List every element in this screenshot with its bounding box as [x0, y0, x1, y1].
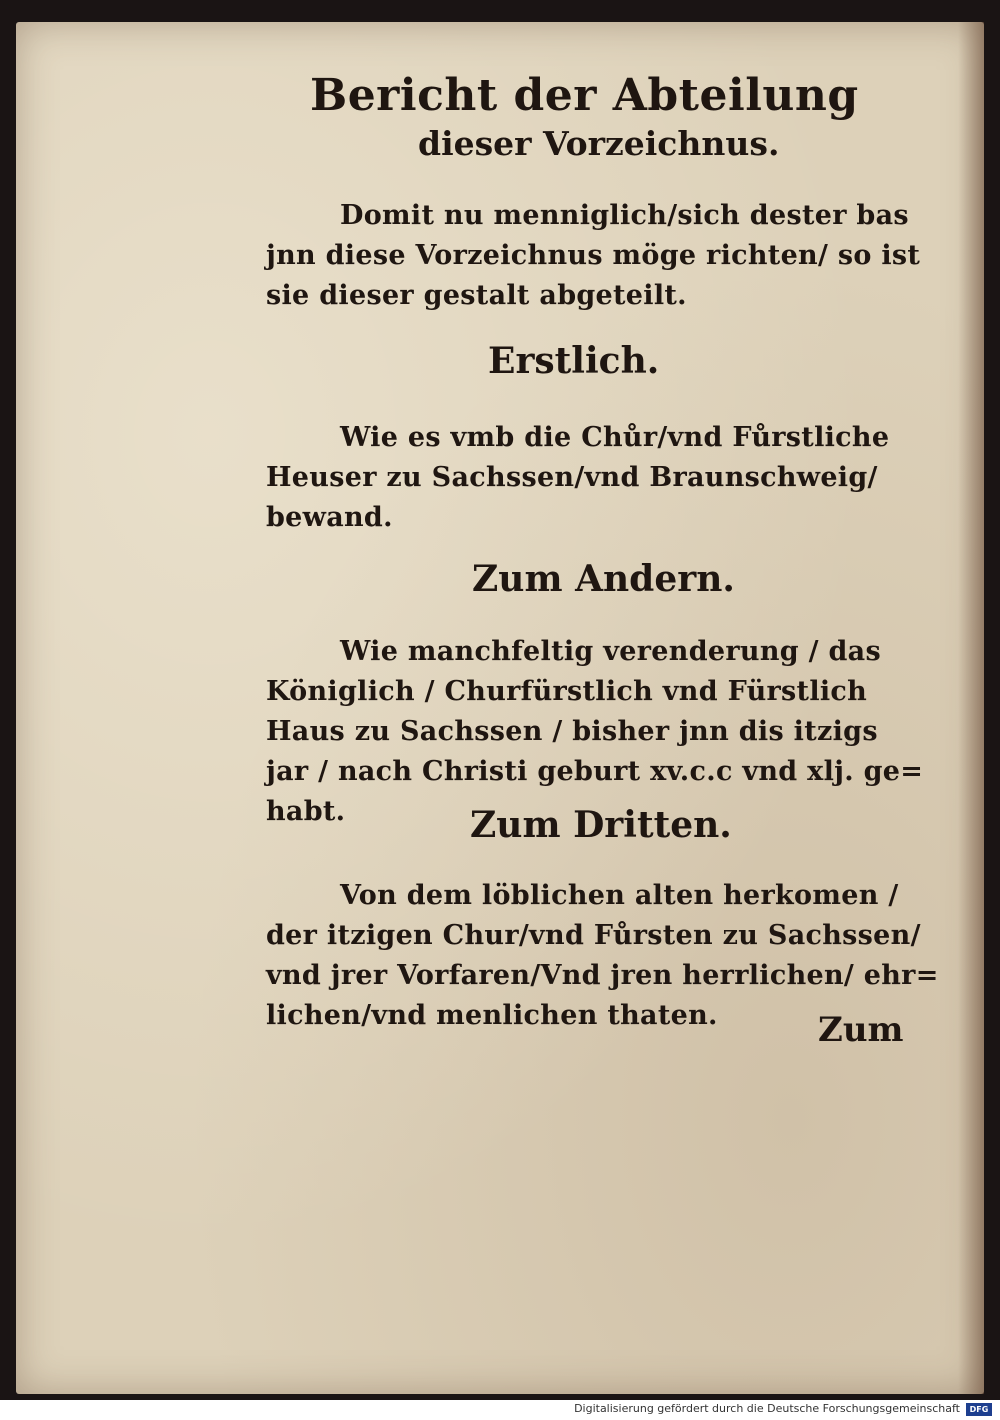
section-line: vnd jrer Vorfaren/Vnd jren herrlichen/ ehr=	[266, 960, 939, 991]
page-heading-line-1: Bericht der Abteilung	[310, 70, 859, 121]
section-line: Wie manchfeltig verenderung / das	[340, 636, 881, 667]
section-heading-third: Zum Dritten.	[470, 804, 732, 846]
section-line: jar / nach Christi geburt xv.c.c vnd xlj. ge=	[266, 756, 924, 787]
section-line: Von dem löblichen alten herkomen /	[340, 880, 899, 911]
footer-bar	[0, 1400, 1000, 1420]
catchword: Zum	[818, 1010, 904, 1050]
section-line: Wie es vmb die Chůr/vnd Fůrstliche	[340, 422, 890, 453]
intro-paragraph	[266, 196, 920, 316]
section-line: lichen/vnd menlichen thaten.	[266, 1000, 718, 1031]
section-line: Haus zu Sachssen / bisher jnn dis itzigs	[266, 716, 878, 747]
section-heading-second: Zum Andern.	[472, 558, 735, 600]
intro-line: Domit nu menniglich/sich dester bas	[340, 200, 909, 231]
section-line: Königlich / Churfürstlich vnd Fürstlich	[266, 676, 868, 707]
section-line: habt.	[266, 796, 346, 827]
section-paragraph-first	[266, 418, 889, 538]
funding-credit: Digitalisierung gefördert durch die Deutsche Forschungsgemeinschaft	[574, 1402, 960, 1415]
intro-line: sie dieser gestalt abgeteilt.	[266, 280, 687, 311]
page-gutter-shadow	[958, 22, 984, 1394]
section-paragraph-second	[266, 632, 923, 832]
section-line: Heuser zu Sachssen/vnd Braunschweig/	[266, 462, 878, 493]
section-line: der itzigen Chur/vnd Fůrsten zu Sachssen/	[266, 920, 921, 951]
intro-line: jnn diese Vorzeichnus möge richten/ so ist	[266, 240, 921, 271]
section-line: bewand.	[266, 502, 393, 533]
page-heading-line-2: dieser Vorzeichnus.	[418, 124, 780, 163]
section-heading-first: Erstlich.	[488, 340, 660, 382]
dfg-logo: DFG	[966, 1403, 992, 1416]
